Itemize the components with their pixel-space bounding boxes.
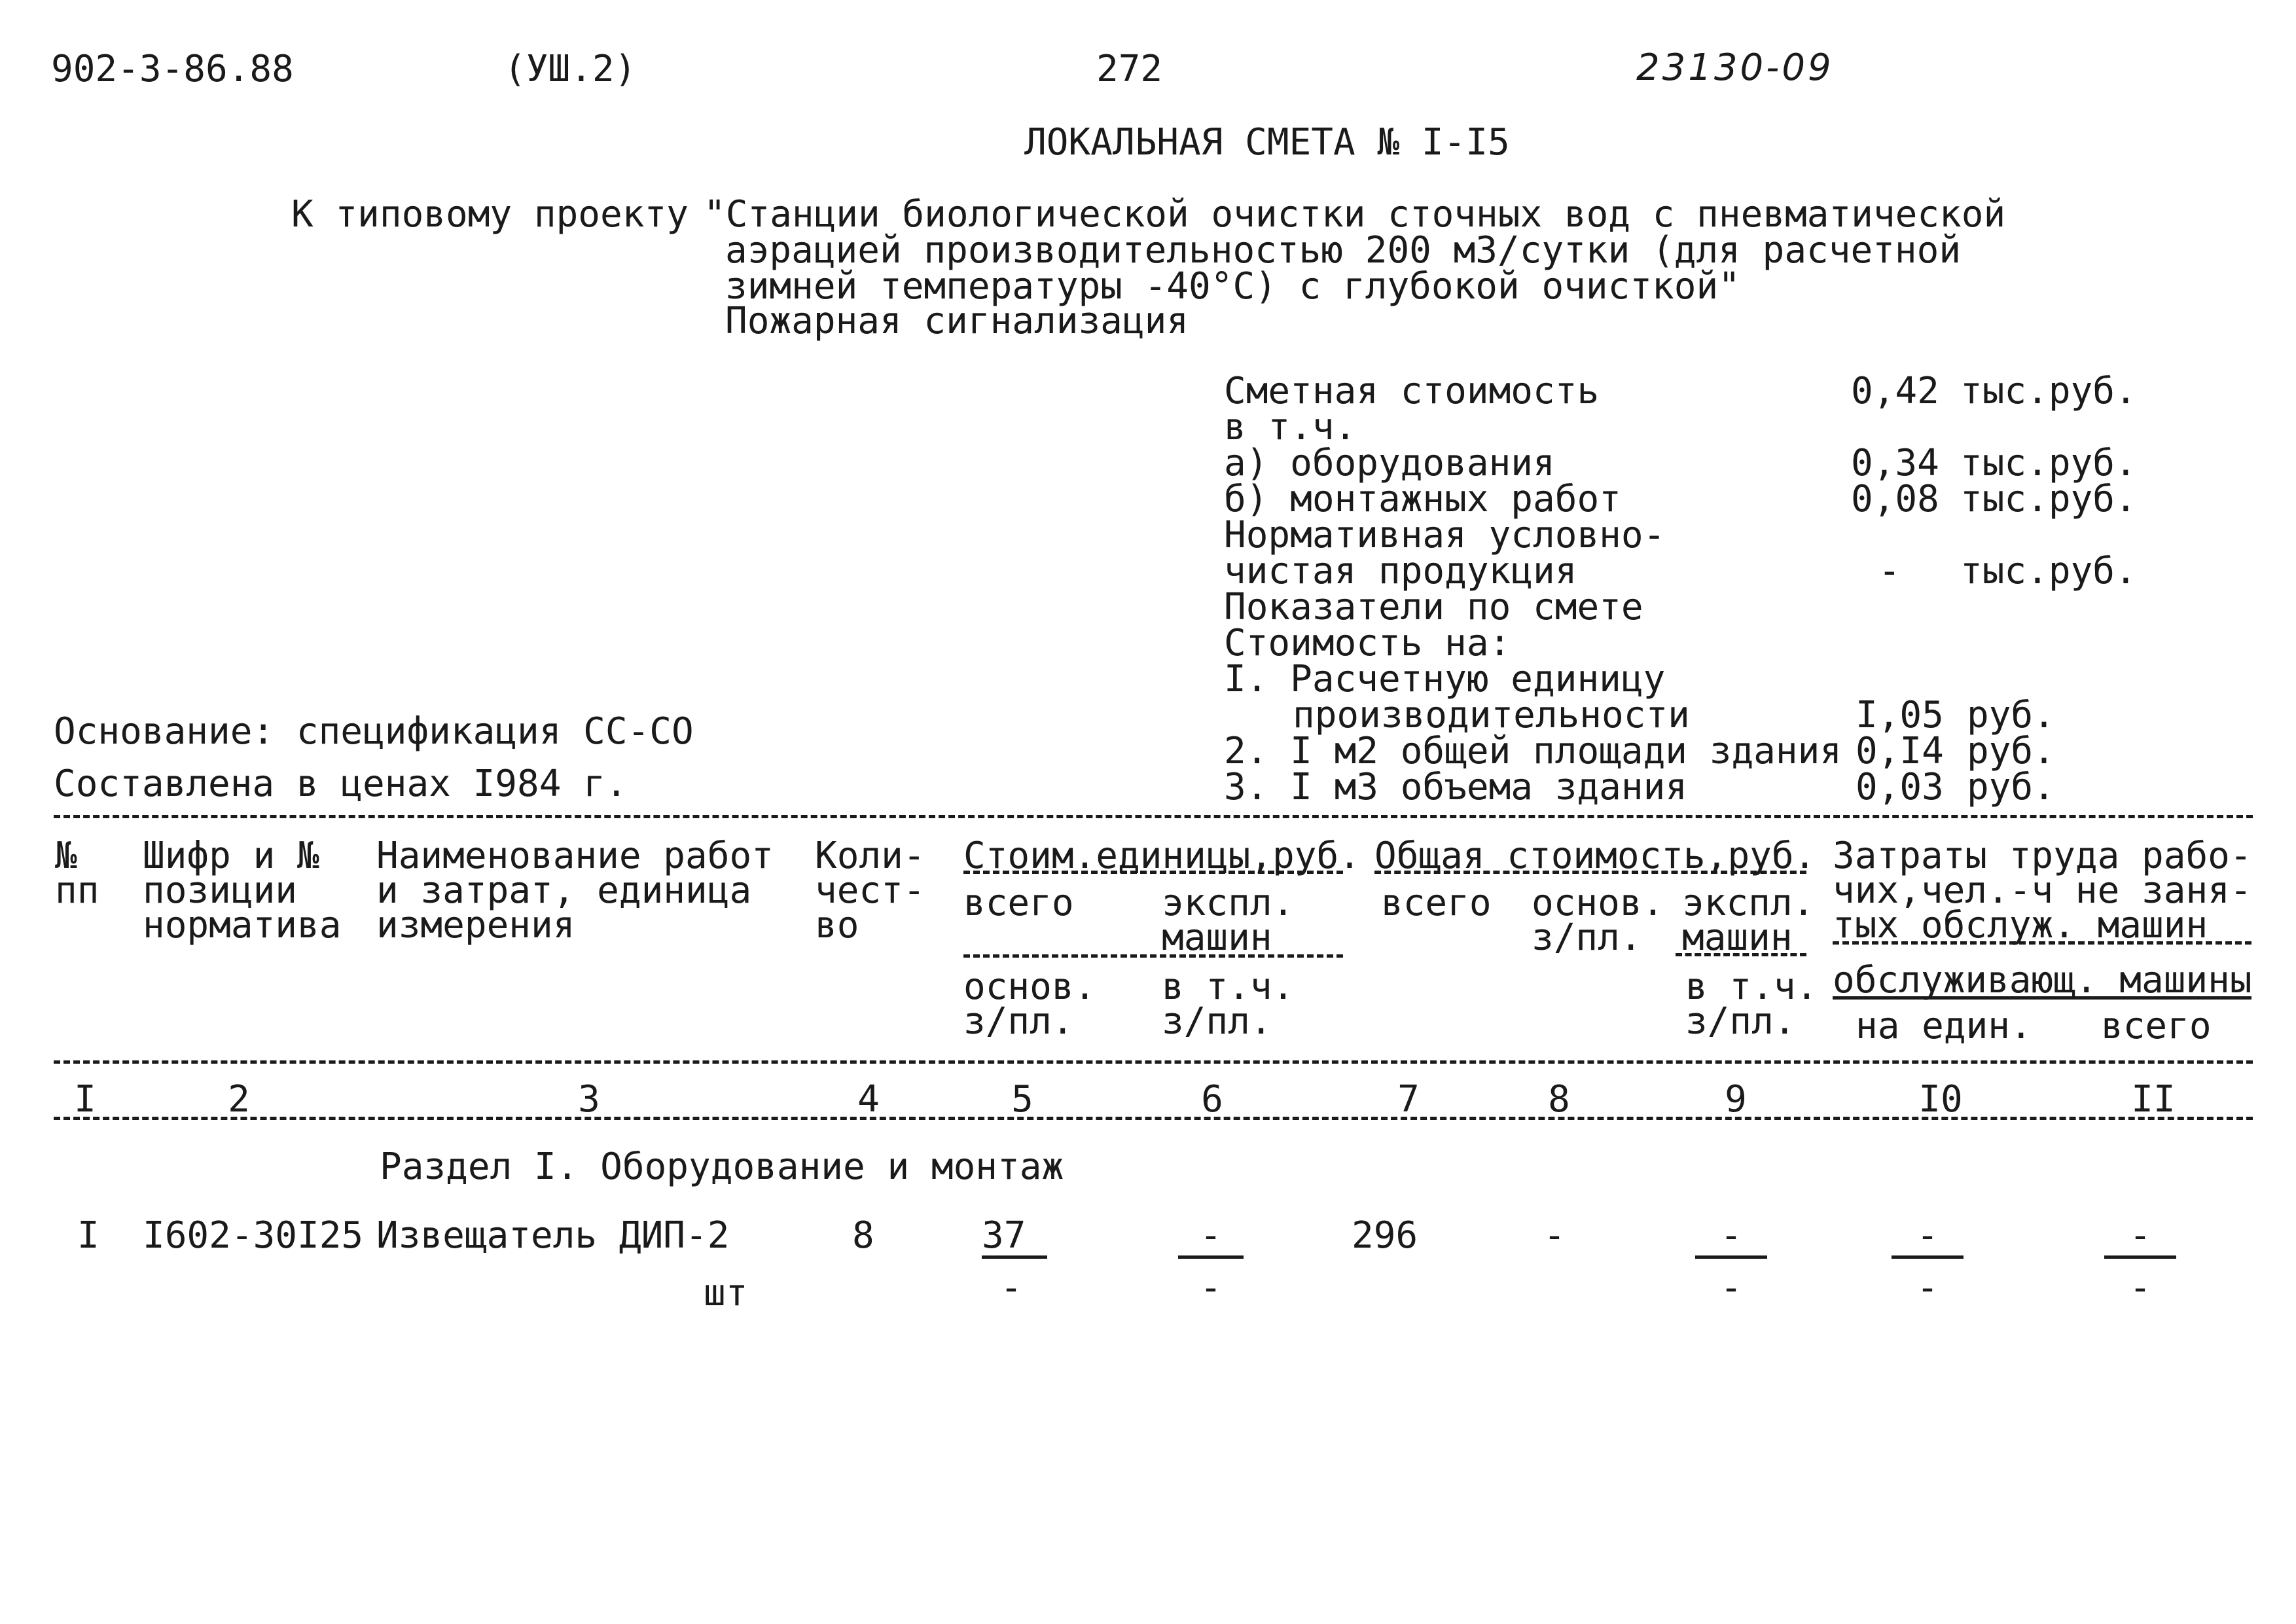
uc-machines-header-1: экспл. — [1162, 882, 1295, 924]
col4-header-line3: во — [815, 904, 859, 947]
colnum-7: 7 — [1397, 1078, 1420, 1121]
col2-header-line2: позиции — [143, 869, 298, 912]
total-cost-group-header: Общая стоимость,руб. — [1374, 835, 1816, 877]
col3-header-line2: и затрат, единица — [376, 869, 752, 912]
installation-label: б) монтажных работ — [1224, 478, 1621, 520]
tc-incl-header-2: з/пл. — [1685, 1000, 1796, 1043]
page-number: 272 — [1096, 48, 1163, 90]
tc-machines-header-1: экспл. — [1682, 882, 1815, 924]
uc-total-header: всего — [963, 882, 1074, 924]
item2-label: 2. I м2 общей площади здания — [1224, 730, 1842, 772]
row-c5-divider — [982, 1255, 1047, 1259]
labor-total-header: всего — [2101, 1005, 2212, 1047]
estimated-cost-label: Сметная стоимость — [1224, 370, 1600, 412]
project-line-1: "Станции биологической очистки сточных вод с пневматической — [704, 193, 2006, 236]
tc-incl-header-1: в т.ч. — [1685, 965, 1818, 1008]
tc-wage-header-2: з/пл. — [1532, 916, 1642, 959]
item2-unit: руб. — [1967, 730, 2055, 772]
equipment-label: а) оборудования — [1224, 442, 1555, 484]
estimated-cost-unit: тыс.руб. — [1960, 370, 2137, 412]
row-c10-divider — [1892, 1255, 1964, 1259]
table-top-rule — [54, 815, 2253, 818]
item1-value: I,05 — [1856, 694, 1944, 736]
item3-unit: руб. — [1967, 766, 2055, 808]
installation-value: 0,08 — [1851, 478, 1939, 520]
colnum-10: I0 — [1918, 1078, 1963, 1121]
uc-incl-header-2: з/пл. — [1162, 1000, 1272, 1043]
colnum-3: 3 — [578, 1078, 600, 1121]
tc-machines-underline — [1676, 953, 1806, 956]
net-product-label-1: Нормативная условно- — [1224, 514, 1666, 556]
item3-label: 3. I м3 объема здания — [1224, 766, 1688, 808]
net-product-label-2: чистая продукция — [1224, 550, 1577, 592]
row-c11-bottom: - — [2129, 1267, 2151, 1309]
net-product-unit: тыс.руб. — [1960, 550, 2137, 592]
tc-machines-header-2: машин — [1682, 916, 1793, 959]
row-c6-top: - — [1200, 1214, 1222, 1257]
labor-group-header-line3: тых обслуж. машин — [1833, 904, 2208, 947]
row-name: Извещатель ДИП-2 — [376, 1214, 730, 1257]
row-c11-top: - — [2129, 1214, 2151, 1257]
row-c7: 296 — [1352, 1214, 1418, 1257]
row-code: I602-30I25 — [143, 1214, 364, 1257]
project-line-2: аэрацией производительностью 200 м3/сутки (для расчетной — [725, 229, 1962, 272]
tc-total-header: всего — [1381, 882, 1492, 924]
labor-group-header-line1: Затраты труда рабо- — [1833, 835, 2252, 877]
row-c9-top: - — [1720, 1214, 1742, 1257]
labor-group-header-line4: обслуживающ. машины — [1833, 959, 2252, 1001]
row-c5-top: 37 — [982, 1214, 1026, 1257]
col2-header-line1: Шифр и № — [143, 835, 319, 877]
uc-incl-header-1: в т.ч. — [1162, 965, 1295, 1008]
unit-cost-group-underline — [963, 871, 1343, 874]
equipment-unit: тыс.руб. — [1960, 442, 2137, 484]
item1-label-1: I. Расчетную единицу — [1224, 658, 1666, 700]
labor-per-unit-header: на един. — [1856, 1005, 2032, 1047]
col1-header-line1: № — [55, 835, 77, 877]
colnum-top-rule — [54, 1060, 2253, 1064]
row-c8: - — [1543, 1214, 1566, 1257]
total-cost-group-underline — [1374, 871, 1806, 874]
unit-cost-group-header: Стоим.единицы,руб. — [963, 835, 1361, 877]
colnum-6: 6 — [1201, 1078, 1223, 1121]
colnum-11: II — [2131, 1078, 2176, 1121]
uc-wage-header-2: з/пл. — [963, 1000, 1074, 1043]
indicators-label: Показатели по смете — [1224, 586, 1643, 628]
col3-header-line3: измерения — [376, 904, 575, 947]
row-c9-divider — [1695, 1255, 1767, 1259]
item1-unit: руб. — [1967, 694, 2055, 736]
project-line-3: зимней температуры -40°С) с глубокой очисткой" — [725, 265, 1740, 308]
col3-header-line1: Наименование работ — [376, 835, 774, 877]
equipment-value: 0,34 — [1851, 442, 1939, 484]
prices-text: Составлена в ценах I984 г. — [54, 763, 628, 805]
labor-group-header-line2: чих,чел.-ч не заня- — [1833, 869, 2252, 912]
labor-group-underline-2 — [1833, 996, 2251, 1000]
row-c9-bottom: - — [1720, 1267, 1742, 1309]
uc-wage-header-1: основ. — [963, 965, 1096, 1008]
col1-header-line2: пп — [55, 869, 99, 912]
row-unit: шт — [704, 1272, 748, 1314]
colnum-5: 5 — [1011, 1078, 1033, 1121]
row-num: I — [77, 1214, 99, 1257]
col4-header-line2: чест- — [815, 869, 925, 912]
colnum-bottom-rule — [54, 1117, 2253, 1120]
item3-value: 0,03 — [1856, 766, 1944, 808]
col2-header-line3: норматива — [143, 904, 342, 947]
colnum-2: 2 — [228, 1078, 250, 1121]
row-c10-bottom: - — [1916, 1267, 1939, 1309]
section-title: Раздел I. Оборудование и монтаж — [380, 1146, 1064, 1188]
basis-text: Основание: спецификация СС-СО — [54, 710, 694, 753]
labor-group-underline — [1833, 941, 2251, 945]
colnum-8: 8 — [1548, 1078, 1570, 1121]
colnum-1: I — [74, 1078, 96, 1121]
col4-header-line1: Коли- — [815, 835, 925, 877]
cost-per-label: Стоимость на: — [1224, 622, 1511, 664]
doc-code: 902-3-86.88 — [51, 48, 294, 90]
net-product-value: - — [1878, 550, 1901, 592]
inventory-number: 23130-09 — [1636, 46, 1834, 89]
item2-value: 0,I4 — [1856, 730, 1944, 772]
estimated-cost-value: 0,42 — [1851, 370, 1939, 412]
project-line-4: Пожарная сигнализация — [725, 300, 1189, 342]
row-qty: 8 — [852, 1214, 874, 1257]
incl-label: в т.ч. — [1224, 406, 1357, 448]
uc-machines-header-2: машин — [1162, 916, 1272, 959]
row-c6-divider — [1178, 1255, 1244, 1259]
row-c6-bottom: - — [1200, 1267, 1222, 1309]
installation-unit: тыс.руб. — [1960, 478, 2137, 520]
colnum-9: 9 — [1725, 1078, 1747, 1121]
document-title: ЛОКАЛЬНАЯ СМЕТА № I-I5 — [1024, 121, 1510, 164]
row-c10-top: - — [1916, 1214, 1939, 1257]
tc-wage-header-1: основ. — [1532, 882, 1664, 924]
item1-label-2: производительности — [1293, 694, 1690, 736]
row-c11-divider — [2104, 1255, 2176, 1259]
project-lead: К типовому проекту — [291, 193, 689, 236]
row-c5-bottom: - — [1000, 1267, 1022, 1309]
uc-sub-rule — [963, 954, 1343, 958]
colnum-4: 4 — [857, 1078, 880, 1121]
volume-label: (УШ.2) — [504, 48, 637, 90]
